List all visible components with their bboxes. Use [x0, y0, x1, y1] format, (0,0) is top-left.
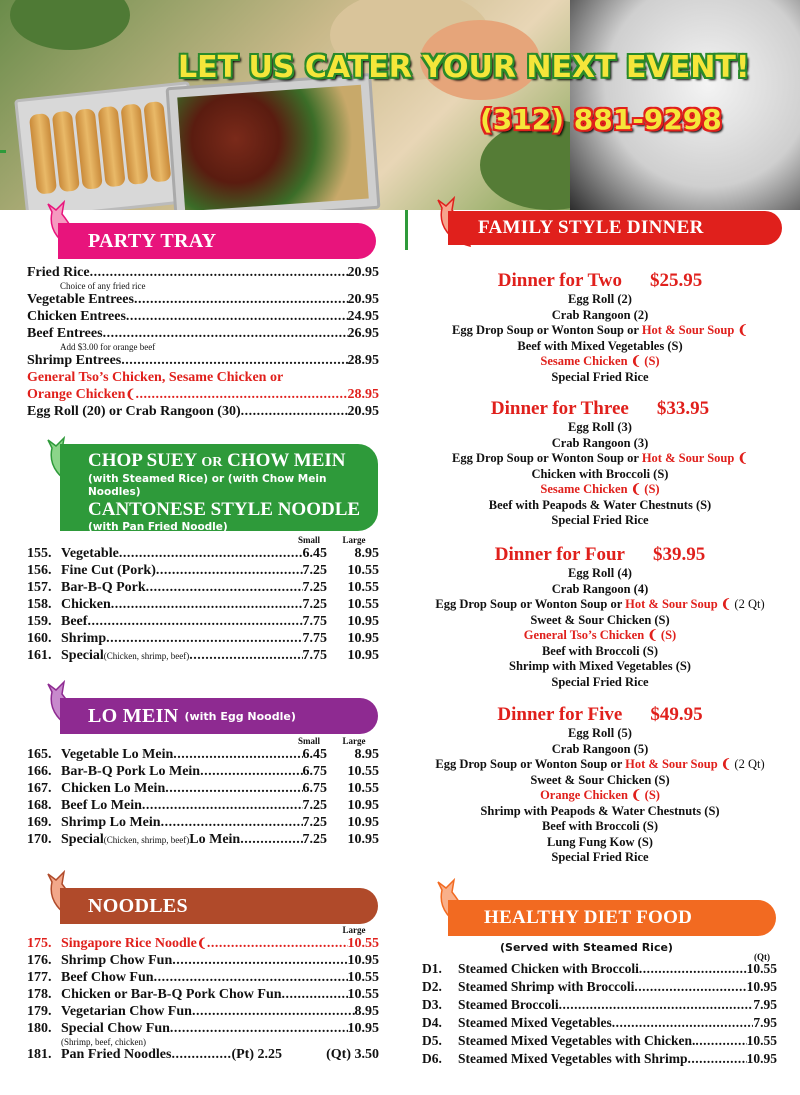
dinner-item: Crab Rangoon (3): [551, 435, 649, 450]
item-label: Special Chow Fun: [61, 1021, 170, 1036]
price: 10.55: [746, 1033, 777, 1048]
item-label: Special: [61, 648, 104, 663]
price-large: 10.55: [347, 597, 379, 612]
pepper-icon: ❨: [196, 936, 207, 950]
menu-item: [27, 969, 379, 986]
item-number: 159.: [27, 614, 52, 629]
menu-item: [27, 763, 379, 780]
menu-item: [27, 746, 379, 763]
chop-suey-banner: [60, 444, 378, 531]
menu-item: [27, 562, 379, 579]
col-large: Large: [342, 535, 366, 545]
dinner-item: Beef with Mixed Vegetables (S): [517, 338, 683, 353]
stir-fry-tray-image: [166, 73, 381, 210]
dinner-item: Crab Rangoon (4): [551, 581, 649, 596]
item-number: 180.: [27, 1021, 52, 1036]
dinner-item: Egg Roll (2): [568, 292, 632, 306]
dinner-item: Lung Fung Kow (S): [547, 834, 653, 849]
item-number: 178.: [27, 987, 52, 1002]
price-small: 7.75: [302, 614, 327, 629]
dinner-block: [410, 398, 790, 529]
price-large: 8.95: [354, 546, 379, 561]
section-title: CHOW MEIN: [227, 450, 346, 471]
menu-item: [27, 1020, 379, 1037]
item-note: Choice of any fried rice: [60, 281, 146, 291]
item-number: D2.: [422, 979, 442, 994]
price: 10.55: [746, 961, 777, 976]
menu-item: [422, 978, 777, 996]
menu-item: [422, 1032, 777, 1050]
item-label: Bar-B-Q Pork: [61, 580, 146, 595]
dinner-item: Orange Chicken ❨ (S): [540, 788, 660, 802]
dinner-item: Sweet & Sour Chicken (S): [530, 772, 670, 787]
section-subtitle: (with Egg Noodle): [184, 709, 296, 723]
dinner-heading: [410, 544, 790, 566]
dinner-item: Shrimp with Mixed Vegetables (S): [509, 659, 691, 673]
price: 7.95: [753, 1015, 777, 1030]
section-title: CANTONESE STYLE NOODLE: [88, 499, 361, 520]
item-number: 160.: [27, 631, 52, 646]
section-subtitle: (Served with Steamed Rice): [500, 941, 673, 954]
price: 10.55: [347, 987, 379, 1002]
item-label: Shrimp Lo Mein: [61, 815, 161, 830]
pepper-icon: ❨: [734, 451, 748, 465]
price: 10.95: [746, 979, 777, 994]
dinner-item: Beef with Broccoli (S): [541, 643, 659, 658]
item-number: 169.: [27, 815, 52, 830]
price-large: 10.95: [347, 832, 379, 847]
dinner-price: $49.95: [650, 704, 703, 725]
price-small: 7.25: [302, 815, 327, 830]
pepper-icon: ❨: [627, 482, 642, 496]
price-large: 10.55: [347, 580, 379, 595]
menu-item: [27, 596, 379, 613]
menu-item: Chicken Entrees ..... 24.95: [27, 308, 379, 325]
item-number: 177.: [27, 970, 52, 985]
price-small: 6.45: [302, 747, 327, 762]
menu-item: [27, 613, 379, 630]
dinner-item: Egg Roll (5): [568, 726, 632, 740]
price-small: 7.25: [302, 563, 327, 578]
menu-item: [27, 986, 379, 1003]
price: 10.95: [347, 953, 379, 968]
item-note: (Chicken, shrimp, beef): [103, 651, 190, 661]
item-number: D3.: [422, 997, 442, 1012]
menu-item: [27, 797, 379, 814]
menu-item: [27, 952, 379, 969]
dinner-block: [410, 544, 790, 690]
price: 10.95: [347, 1021, 379, 1036]
price-small: 7.25: [302, 580, 327, 595]
pepper-icon: ❨: [627, 788, 642, 802]
dinner-item: Special Fried Rice: [551, 513, 649, 527]
dinner-name: Dinner for Five: [497, 704, 623, 725]
item-note: (Shrimp, beef, chicken): [61, 1037, 146, 1047]
menu-item: [422, 1050, 777, 1068]
pepper-icon: ❨: [734, 323, 748, 337]
healthy-list: [422, 952, 777, 1068]
menu-item: Fried Rice ..... 20.95: [27, 264, 379, 281]
dinner-item: Sesame Chicken ❨ (S): [540, 482, 660, 496]
menu-item: Orange Chicken ❨ ..... 28.95: [27, 386, 379, 403]
item-label: Singapore Rice Noodle: [61, 936, 197, 951]
item-number: 179.: [27, 1004, 52, 1019]
pepper-icon: ❨: [717, 597, 732, 611]
price-large: 10.95: [347, 614, 379, 629]
price-large: 10.55: [347, 764, 379, 779]
dinner-item: Egg Drop Soup or Wonton Soup or Hot & Sour Soup ❨: [452, 323, 748, 337]
dinner-item: Sesame Chicken ❨ (S): [540, 354, 660, 368]
price-large: 10.55: [347, 781, 379, 796]
col-large: Large: [342, 736, 366, 746]
dinner-item: Crab Rangoon (5): [551, 741, 649, 756]
noodles-list: [27, 925, 379, 1063]
price: 10.95: [746, 1051, 777, 1066]
dinner-item: Chicken with Broccoli (S): [531, 466, 669, 481]
item-label: Chicken: [61, 597, 111, 612]
food-photo-detail: [10, 0, 130, 50]
item-number: D5.: [422, 1033, 442, 1048]
pepper-icon: ❨: [125, 387, 136, 401]
item-label: Vegetable Lo Mein: [61, 747, 174, 762]
item-number: D6.: [422, 1051, 442, 1066]
item-number: 170.: [27, 832, 52, 847]
item-label: Lo Mein: [189, 832, 241, 847]
section-title: HEALTHY DIET FOOD: [484, 907, 693, 928]
price: 7.95: [753, 997, 777, 1012]
item-number: 161.: [27, 648, 52, 663]
dinner-block: [410, 704, 790, 866]
menu-item: Vegetable Entrees ..... 20.95: [27, 291, 379, 308]
dinner-name: Dinner for Four: [494, 544, 625, 565]
dinner-item: Egg Roll (4): [568, 566, 632, 580]
dinner-item: Egg Drop Soup or Wonton Soup or Hot & Sour Soup ❨ (2 Qt): [435, 597, 765, 611]
dinner-item: Beef with Peapods & Water Chestnuts (S): [488, 497, 712, 512]
price-small: 7.75: [302, 631, 327, 646]
item-label: Beef Chow Fun: [61, 970, 154, 985]
menu-item: [27, 579, 379, 596]
item-number: 155.: [27, 546, 52, 561]
item-number: 166.: [27, 764, 52, 779]
item-label: Steamed Mixed Vegetables with Shrimp: [458, 1051, 688, 1066]
menu-item: [27, 1003, 379, 1020]
dinner-item: Sweet & Sour Chicken (S): [530, 612, 670, 627]
item-label: Vegetable: [61, 546, 119, 561]
item-number: 157.: [27, 580, 52, 595]
dinner-item: Special Fried Rice: [551, 850, 649, 864]
item-number: 165.: [27, 747, 52, 762]
price-small: 6.75: [302, 781, 327, 796]
item-label: Steamed Chicken with Broccoli: [458, 961, 639, 976]
dinner-item: Special Fried Rice: [551, 674, 649, 689]
menu-item: Shrimp Entrees ..... 28.95: [27, 352, 379, 369]
col-large: Large: [342, 925, 366, 935]
frame-line: [0, 150, 6, 161]
section-subtitle: (with Pan Fried Noodle): [88, 521, 228, 533]
dinner-price: $33.95: [656, 398, 710, 419]
dinner-item: Crab Rangoon (2): [551, 307, 649, 322]
section-title: PARTY TRAY: [88, 229, 217, 252]
title-or: OR: [201, 455, 223, 470]
col-small: Small: [297, 535, 320, 545]
item-label: Steamed Shrimp with Broccoli: [458, 979, 635, 994]
menu-item: General Tso’s Chicken, Sesame Chicken or: [27, 370, 284, 385]
dinner-item: Beef with Broccoli (S): [541, 819, 659, 833]
dinner-block: [410, 270, 790, 385]
lo-mein-banner: [60, 698, 378, 734]
dinner-price: $25.95: [649, 270, 703, 291]
section-subtitle: (with Steamed Rice) or (with Chow Mein Noodles): [88, 473, 327, 498]
item-label: Beef: [61, 614, 88, 629]
item-number: 156.: [27, 563, 52, 578]
price: 8.95: [354, 1004, 379, 1019]
menu-item: [422, 1014, 777, 1032]
dinner-item: Egg Drop Soup or Wonton Soup or Hot & Sour Soup ❨: [452, 451, 748, 465]
menu-item: Beef Entrees ..... 26.95: [27, 325, 379, 342]
price-small: 6.45: [302, 546, 327, 561]
healthy-banner: [448, 900, 776, 936]
dinner-heading: [410, 704, 790, 726]
party-tray-list: [27, 264, 379, 420]
item-label: Chicken Lo Mein: [61, 781, 166, 796]
price-large: 10.55: [347, 563, 379, 578]
dinner-item: General Tso’s Chicken ❨ (S): [523, 628, 677, 642]
item-label: Steamed Mixed Vegetables with Chicken.: [458, 1033, 696, 1048]
col-small: Small: [297, 736, 320, 746]
price-small: 7.25: [302, 832, 327, 847]
price-large: 10.95: [347, 631, 379, 646]
item-number: 158.: [27, 597, 52, 612]
menu-item: Egg Roll (20) or Crab Rangoon (30) ..... 20.95: [27, 403, 379, 420]
price-small: 7.25: [302, 798, 327, 813]
section-title: CHOP SUEY: [88, 450, 197, 471]
dinner-heading: [410, 398, 790, 420]
lo-mein-list: [27, 736, 379, 848]
item-label: Shrimp Chow Fun: [61, 953, 173, 968]
dinner-name: Dinner for Three: [490, 398, 629, 419]
price-small: 6.75: [302, 764, 327, 779]
price-large: 10.95: [347, 648, 379, 663]
menu-item: [27, 780, 379, 797]
party-tray-banner: [58, 223, 376, 259]
section-title: NOODLES: [88, 894, 188, 917]
item-note: Add $3.00 for orange beef: [60, 342, 156, 352]
noodles-banner: [60, 888, 378, 924]
price-small: 7.75: [302, 648, 327, 663]
item-label: Chicken or Bar-B-Q Pork Chow Fun: [61, 987, 282, 1002]
pepper-icon: ❨: [627, 354, 642, 368]
item-number: D4.: [422, 1015, 442, 1030]
item-label: Shrimp: [61, 631, 107, 646]
menu-item: [422, 960, 777, 978]
menu-item: [27, 647, 379, 664]
chop-suey-list: [27, 535, 379, 664]
item-number: 175.: [27, 936, 52, 951]
price-large: 10.95: [347, 815, 379, 830]
item-note: (Chicken, shrimp, beef): [103, 835, 190, 845]
phone-number: (312) 881-9298: [480, 103, 722, 136]
cater-headline: LET US CATER YOUR NEXT EVENT!: [178, 50, 750, 85]
dinner-name: Dinner for Two: [497, 270, 622, 291]
item-number: D1.: [422, 961, 442, 976]
dinner-item: Egg Roll (3): [568, 420, 632, 434]
price: 10.55: [347, 970, 379, 985]
dinner-heading: [410, 270, 790, 292]
item-label: Special: [61, 832, 104, 847]
item-number: 167.: [27, 781, 52, 796]
item-label: Steamed Broccoli: [458, 997, 559, 1012]
menu-item: [27, 831, 379, 848]
section-title: FAMILY STYLE DINNER: [478, 217, 704, 238]
menu-item: [27, 814, 379, 831]
menu-item: 181. Pan Fried Noodles ..... (Pt) 2.25 (Qt) 3.50: [27, 1046, 379, 1063]
dinner-item: Egg Drop Soup or Wonton Soup or Hot & Sour Soup ❨ (2 Qt): [435, 757, 765, 771]
price-small: 7.25: [302, 597, 327, 612]
family-dinner-banner: [448, 211, 782, 245]
price: 10.55: [347, 936, 379, 951]
price-large: 8.95: [354, 747, 379, 762]
dinner-price: $39.95: [652, 544, 706, 565]
menu-item: [422, 996, 777, 1014]
menu-item: [27, 935, 379, 952]
item-label: Steamed Mixed Vegetables: [458, 1015, 612, 1030]
item-label: Beef Lo Mein: [61, 798, 142, 813]
dinner-item: Shrimp with Peapods & Water Chestnuts (S): [480, 803, 720, 818]
item-label: Fine Cut (Pork): [61, 563, 156, 578]
dinner-item: Special Fried Rice: [551, 369, 649, 384]
pepper-icon: ❨: [717, 757, 732, 771]
menu-item: [27, 545, 379, 562]
price-large: 10.95: [347, 798, 379, 813]
item-label: Vegetarian Chow Fun: [61, 1004, 192, 1019]
pepper-icon: ❨: [644, 628, 658, 642]
item-label: Bar-B-Q Pork Lo Mein: [61, 764, 201, 779]
menu-item: [27, 630, 379, 647]
item-number: 176.: [27, 953, 52, 968]
item-number: 168.: [27, 798, 52, 813]
col-qt: (Qt): [754, 952, 770, 962]
section-title: LO MEIN: [88, 704, 179, 727]
